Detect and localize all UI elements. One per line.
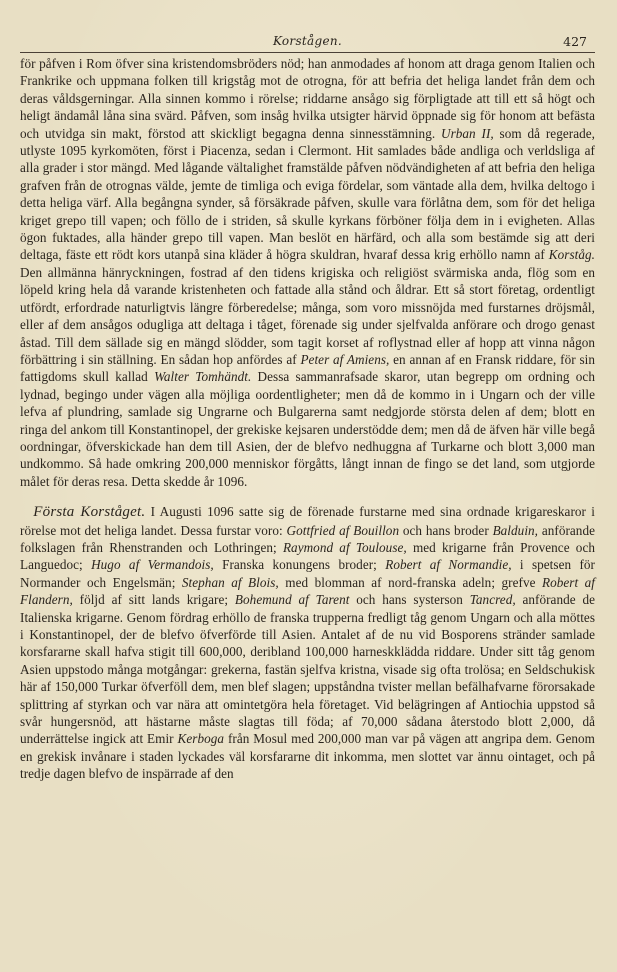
- paragraph-first-crusade: Första Korståget. I Augusti 1096 satte sig de förenade furstarne med sina ordnade krigareskaror i rörelse mot det heliga landet. Dessa furstar voro: Gottfried af Bouillon och hans broder Balduin, anförande folkslagen från Rhenstranden och Lothringen; Raymond af Toulouse, med krigarne från Provence och Languedoc; Hugo af Vermandois, Franska konungens broder; Robert af Normandie, i spetsen för Normander och Engelsmän; Stephan af Blois, med blomman af nord-franska adeln; grefve Robert af Flandern, följd af sitt lands krigare; Bohemund af Tarent och hans systerson Tancred, anförande de Italienska krigarne. Genom fördrag erhöllo de franska trupperna fredligt tåg genom Ungarn och alla möttes i Konstantinopel, der de blefvo öfverförde till Asien. Antalet af de nu vid Bosporens stränder samlade korsfararne skall hafva stigit till 600,000, deribland 100,000 harneskklädda riddare. Under sitt tåg genom Asien uppstodo många motgångar: grekerna, fastän sjelfva kristna, visade sig ofta trolösa; en Seldschukisk här af 150,000 Turkar öfverföll dem, men blef slagen; uppståndna tvister mellan befälhafvarne förorsakade splittring af styrkan och var nära att omintetgöra hela företaget. Vid belägringen af Antiochia uppstod så svår hungersnöd, att hästarne måste slagtas till föda; af 70,000 sådana återstodo blott 2,000, då underrättelse ingick att Emir Kerboga från Mosul med 200,000 man var på vägen att angripa dem. Genom en grekisk invånare i staden lyckades väl korsfararne dit inkomma, men slottet var ännu ointaget, och på tredje dagen blefvo de inspärrade af den: [20, 504, 596, 782]
- name-tancred: Tancred,: [469, 592, 516, 608]
- name-gottfried: Gottfried af Bouillon: [286, 522, 400, 538]
- name-hugo: Hugo af Vermandois,: [91, 557, 214, 573]
- name-bohemund: Bohemund af Tarent: [234, 592, 350, 608]
- term-korstag: Korståg.: [548, 247, 595, 263]
- running-head: [20, 34, 595, 50]
- running-title: Korstågen.: [272, 34, 343, 48]
- body-text: [20, 55, 595, 783]
- name-stephan: Stephan af Blois,: [181, 574, 279, 590]
- name-peter-amiens: Peter af Amiens,: [300, 351, 390, 367]
- section-heading: Första Korståget.: [33, 504, 146, 521]
- name-balduin: Balduin,: [492, 522, 539, 538]
- header-rule: [20, 52, 595, 53]
- name-raymond: Raymond af Toulouse,: [282, 539, 407, 555]
- name-kerboga: Kerboga: [177, 731, 225, 747]
- paragraph-crusade-call: för påfven i Rom öfver sina kristendomsbröders nöd; han anmodades af honom att draga genom Italien och Frankrike och uppmana folken till krigståg mot de otrogna, för att befria det heliga landet från dem och deras våldsgerningar. Alla sinnen kommo i rörelse; riddarne ansågo sig förpligtade att till ett så högt och heligt ändamål låna sina svärd. Påfven, som insåg hvilka utsigter härvid öppnade sig för honom att befästa och utvidga sin makt, förstod att skickligt begagna denna sinnesstämning. Urban II, som då regerade, utlyste 1095 kyrkomöten, först i Piacenza, sedan i Clermont. Hit samlades både andliga och verldsliga af alla grader i stor mängd. Med lågande vältalighet framstälde påfven nödvändigheten af att befria den heliga grafven från de otrognas välde, jemte de timliga och eviga fördelar, som väntade alla dem, hvilka deltogo i detta heliga värf. Alla begångna synder, så försäkrade påfven, skulle vara förlåtna dem, som för det heliga kriget grepo till vapen; och föllo de i striden, så skulle kyrkans förböner följa dem in i evigheten. Allas ögon fuktades, alla händer grepo till vapen. Man beslöt en härfärd, och alla som bestämde sig att deri deltaga, fäste ett rödt kors utanpå sina kläder å högra skuldran, hvaraf dessa krig erhöllo namn af Korståg. Den allmänna hänryckningen, fostrad af den tidens krigiska och religiöst svärmiska anda, flög som en löpeld kring hela då varande kristenheten och fattade alla stånd och åldrar. Ett så stort företag, ordentligt utfördt, erfordrade naturligtvis längre förberedelse; många, som voro missnöjda med furstarnes dröjsmål, eller af dem ansågos odugliga att deltaga i tåget, förenade sig under sjelfvalda anförare och drogo genast åstad. Till dem sällade sig en mängd slödder, som tagit korset af roflystnad eller af hopp att vinna någon förbättring i sin ställning. En sådan hop anfördes af Peter af Amiens, en annan af en Fransk riddare, för sin fattigdoms skull kallad Walter Tomhändt. Dessa sammanrafsade skaror, utan begrepp om ordning och lydnad, begingo under vägen alla möjliga oordentligheter; men då de kommo in i Ungarn och der ville lefva af plundring, samlade sig Ungrarne och Bulgarerna samt nedgjorde största delen af dem; blott en ringa del ankom till Konstantinopel, der grekiske kejsaren understödde dem; men då de äfven här ville begå oordningar, öfverskickade han dem till Asien, der de blefvo nedhuggna af Turkarne och blott 3,000 man undkommo. Så hade omkring 200,000 menniskor förgåtts, långt innan de fingo se det land, som utgjorde målet för deras resa. Detta skedde år 1096.: [20, 56, 595, 489]
- name-urban: Urban II,: [441, 125, 494, 141]
- name-robert-normandie: Robert af Normandie,: [385, 557, 512, 573]
- name-walter: Walter Tomhändt.: [154, 369, 252, 385]
- page-number: 427: [563, 34, 587, 49]
- name-robert-flandern: Robert af Flandern,: [20, 574, 596, 608]
